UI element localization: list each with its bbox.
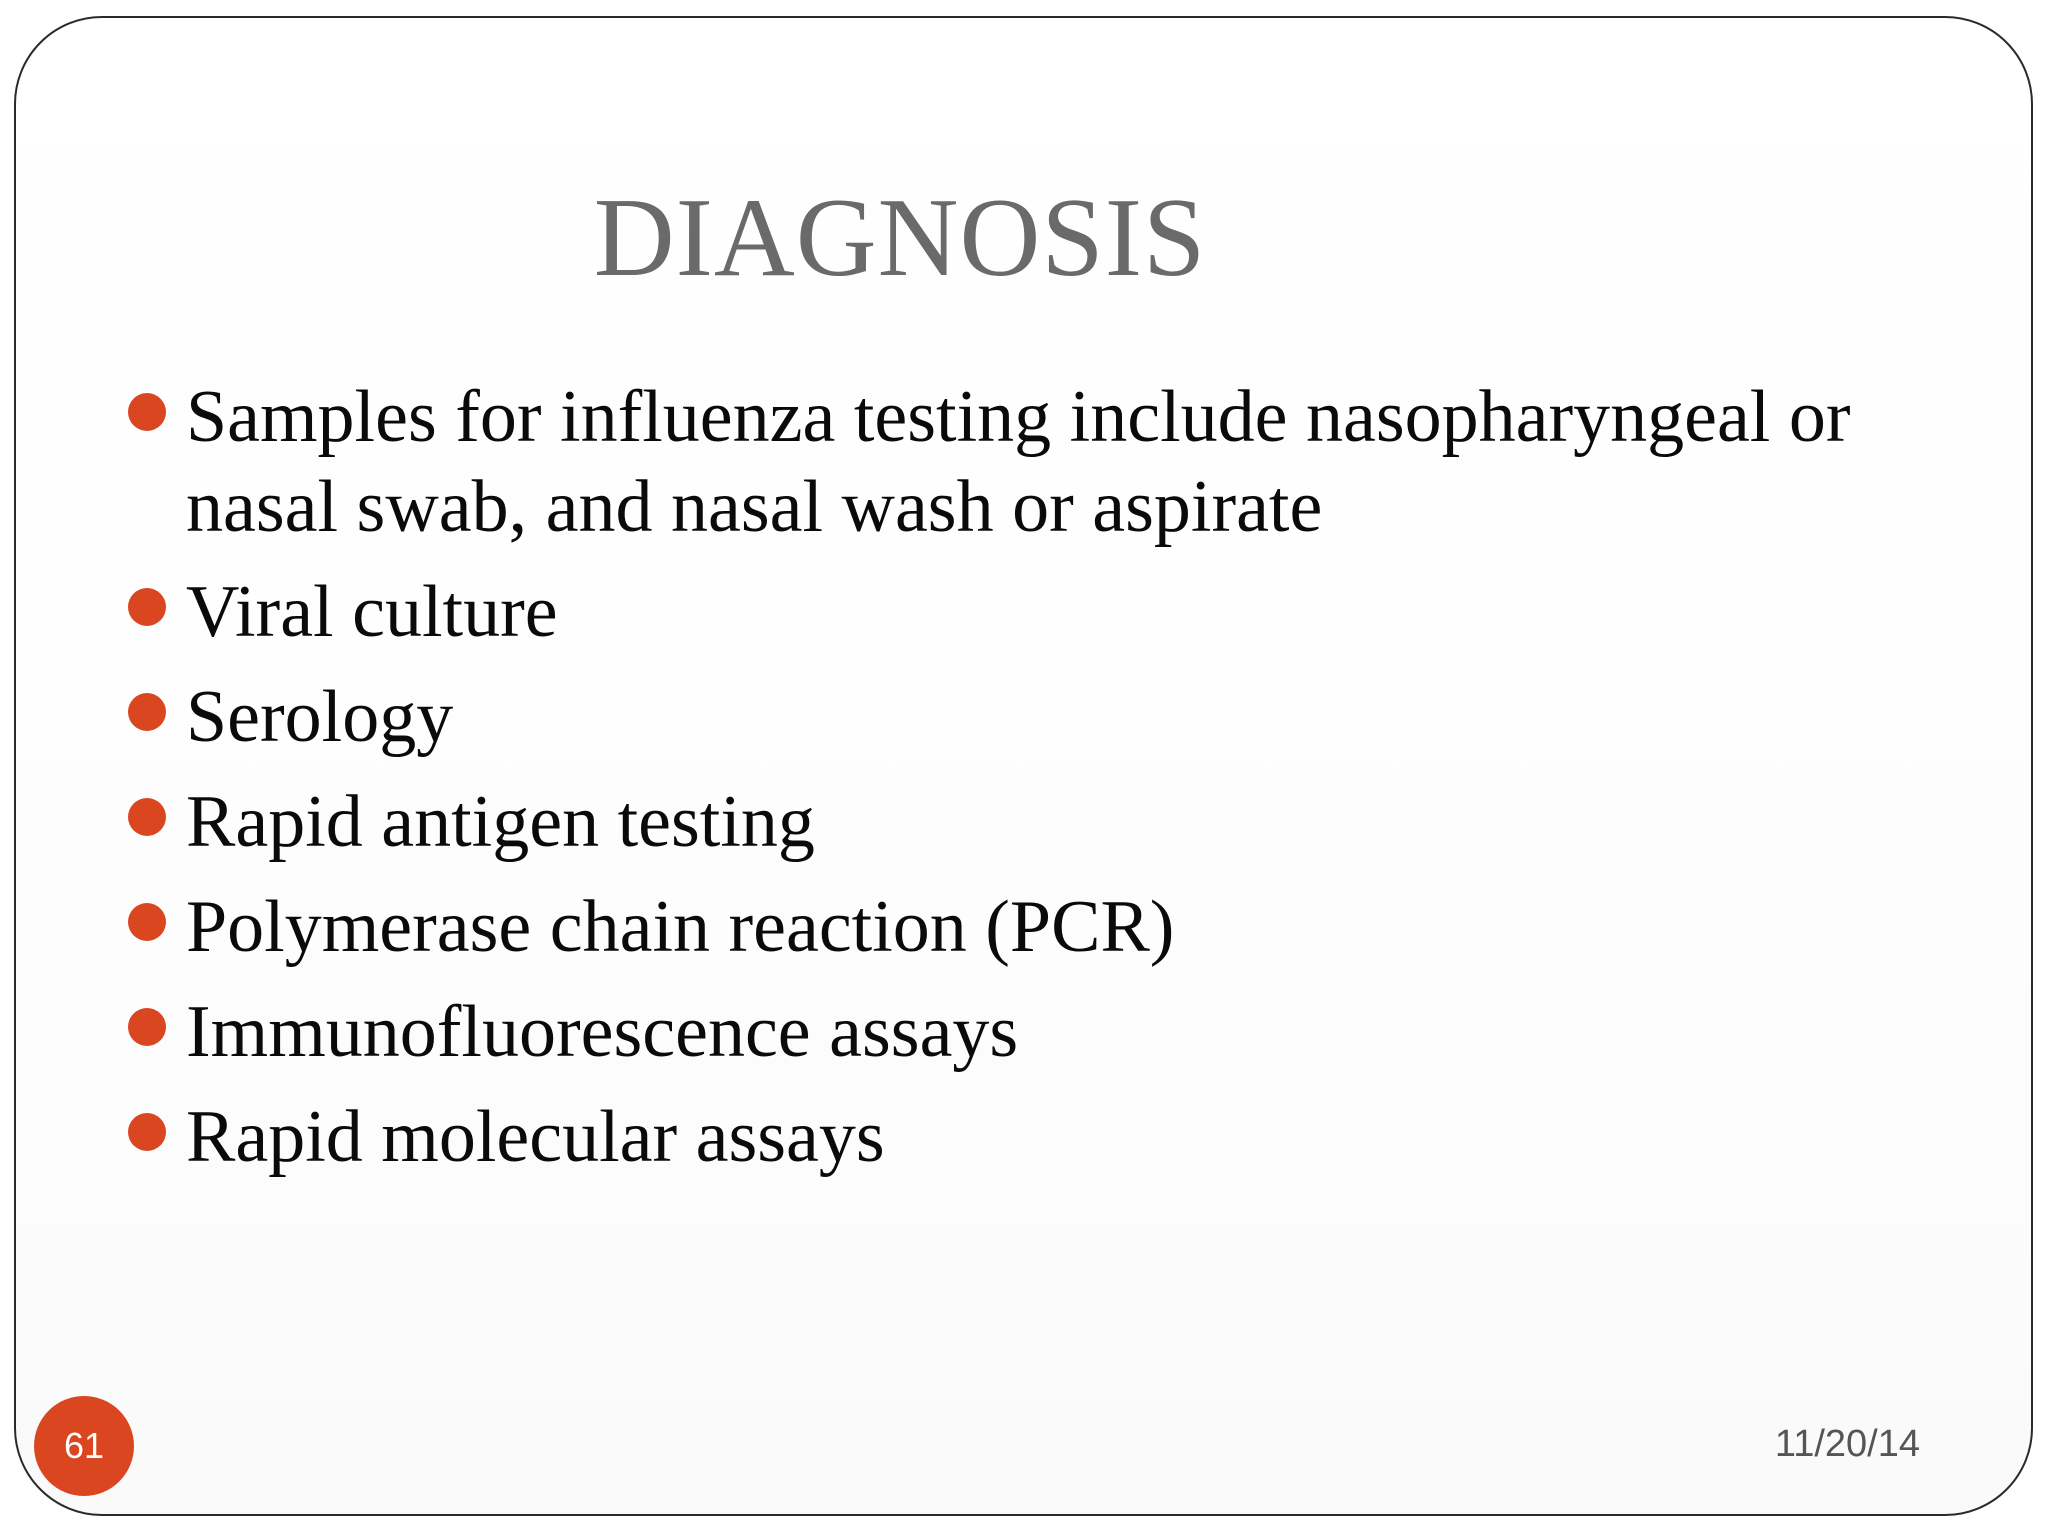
bullet-dot-icon	[128, 1113, 166, 1151]
page-number-badge: 61	[34, 1396, 134, 1496]
bullet-item	[128, 882, 1948, 972]
bullet-list	[128, 372, 1948, 1197]
bullet-item	[128, 987, 1948, 1077]
bullet-item	[128, 372, 1948, 552]
bullet-item	[128, 777, 1948, 867]
bullet-text: Rapid antigen testing	[186, 781, 815, 863]
bullet-text: Samples for influenza testing include nasopharyngeal or nasal swab, and nasal wash or aspirate	[186, 376, 1851, 548]
bullet-text: Immunofluorescence assays	[186, 991, 1019, 1073]
bullet-dot-icon	[128, 1008, 166, 1046]
bullet-dot-icon	[128, 903, 166, 941]
bullet-item	[128, 672, 1948, 762]
bullet-dot-icon	[128, 393, 166, 431]
bullet-text: Polymerase chain reaction (PCR)	[186, 886, 1175, 968]
bullet-text: Serology	[186, 676, 454, 758]
bullet-dot-icon	[128, 588, 166, 626]
bullet-item	[128, 1092, 1948, 1182]
bullet-dot-icon	[128, 798, 166, 836]
slide-date: 11/20/14	[1774, 1423, 1920, 1465]
slide-title: DIAGNOSIS	[593, 176, 1207, 300]
bullet-text: Viral culture	[186, 571, 558, 653]
bullet-item	[128, 567, 1948, 657]
bullet-dot-icon	[128, 693, 166, 731]
bullet-text: Rapid molecular assays	[186, 1096, 885, 1178]
